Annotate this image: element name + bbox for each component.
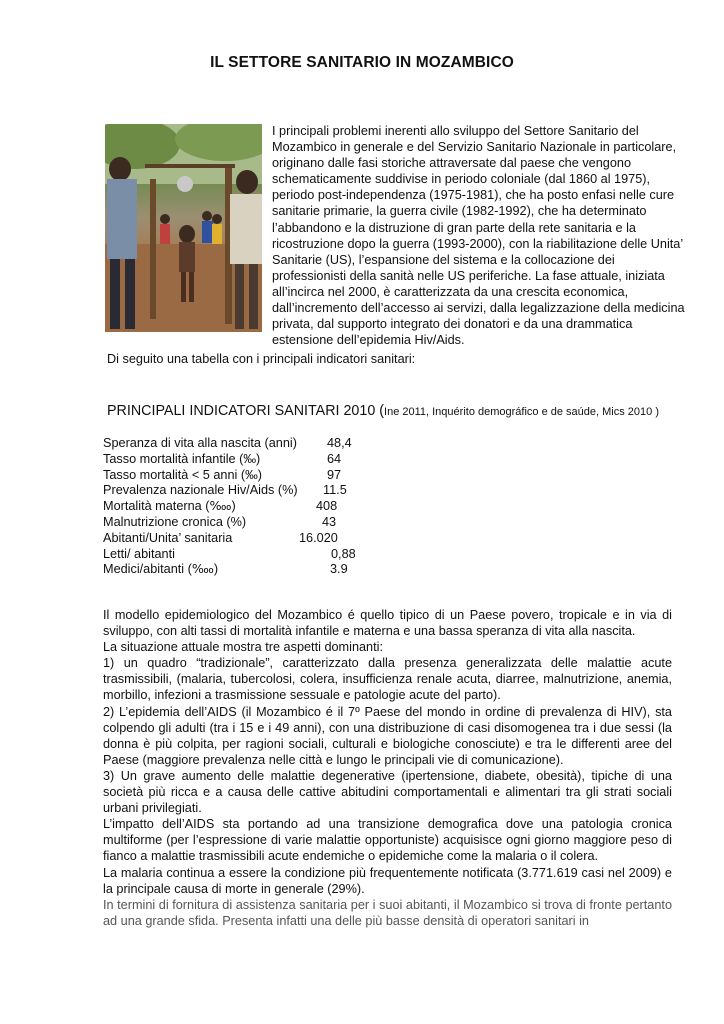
indicator-label: Prevalenza nazionale Hiv/Aids (%) xyxy=(103,483,298,498)
indicator-value: 97 xyxy=(327,467,342,482)
photo-illustration xyxy=(105,124,262,332)
indicator-value: 3.9 xyxy=(330,562,348,577)
body-paragraph: Il modello epidemiologico del Mozambico é quello tipico di un Paese povero, tropicale e in via di sviluppo, con alti tassi di mortalità infantile e materna e una bassa speranza di vita alla nascita. xyxy=(103,608,672,639)
indicator-value: 408 xyxy=(316,499,338,514)
epidemiology-section xyxy=(103,607,672,929)
indicator-row xyxy=(103,499,338,515)
indicator-label: Speranza di vita alla nascita (anni) xyxy=(103,436,297,450)
indicator-value: 11.5 xyxy=(323,483,347,498)
body-paragraph: La situazione attuale mostra tre aspetti dominanti: xyxy=(103,640,383,655)
body-paragraph: L’impatto dell’AIDS sta portando ad una transizione demografica dove una patologia cronica multiforme (per l’espressione di varie malattie opportuniste) acquisisce ogni giorno maggiore peso di fianco a malattie trasmissibili acute endemiche o epidemiche come la malaria o il colera. xyxy=(103,817,672,864)
indicator-value: 43 xyxy=(322,514,337,529)
indicators-heading xyxy=(107,403,659,419)
indicator-row xyxy=(103,546,356,563)
body-paragraph: 2) L’epidemia dell’AIDS (il Mozambico é il 7º Paese del mondo in ordine di prevalenza di HIV), sta colpendo gli adulti (tra i 15 e i 49 anni), con una distribuzione di casi disomogenea tra i due sessi (la donna è più colpita, per ragioni sociali, culturali e biologiche conosciute) e tra le differenti aree del Paese (maggiore prevalenza nelle città e lungo le principali vie di comunicazione). xyxy=(103,704,672,767)
indicator-label: Mortalità materna (‱) xyxy=(103,499,236,514)
indicator-row xyxy=(103,514,337,531)
body-paragraph: In termini di fornitura di assistenza sanitaria per i suoi abitanti, il Mozambico si trova di fronte pertanto ad una grande sfida. Presenta infatti una delle più basse densità di operatori sanitari in xyxy=(103,897,672,928)
indicator-value: 16.020 xyxy=(299,530,338,545)
body-paragraph: 1) un quadro “tradizionale”, caratterizzato dalla presenza generalizzata delle malattie acute trasmissibili, (malaria, tubercolosi, colera, insufficienza renale acuta, diarree, malnutrizione, anemia, morbillo, infezioni a trasmissione sessuale e patologie acute del parto). xyxy=(103,656,672,703)
indicator-label: Abitanti/Unita’ sanitaria xyxy=(103,530,233,545)
indicator-label: Malnutrizione cronica (%) xyxy=(103,514,247,529)
indicator-row xyxy=(103,483,347,499)
indicator-row xyxy=(103,436,352,452)
health-clinic-photo xyxy=(105,124,262,332)
indicators-heading-text: PRINCIPALI INDICATORI SANITARI 2010 ( xyxy=(107,403,385,419)
indicators-lead-text: Di seguito una tabella con i principali indicatori sanitari: xyxy=(107,352,416,366)
page-title: IL SETTORE SANITARIO IN MOZAMBICO xyxy=(210,54,514,71)
indicator-label: Tasso mortalità < 5 anni (‰) xyxy=(103,467,263,482)
indicator-label: Medici/abitanti (‱) xyxy=(103,562,219,577)
body-paragraph: 3) Un grave aumento delle malattie degenerative (ipertensione, diabete, obesità), tipiche di una società più ricca e a causa delle cattive abitudini comportamentali e alimentari tra gli strati sociali urbani privilegiati. xyxy=(103,768,672,816)
indicator-label: Tasso mortalità infantile (‰) xyxy=(103,451,261,466)
body-paragraph: La malaria continua a essere la condizione più frequentemente notificata (3.771.619 casi nel 2009) e la principale causa di morte in generale (29%). xyxy=(103,865,672,896)
indicator-value: 48,4 xyxy=(327,436,352,450)
indicator-row xyxy=(103,467,342,484)
indicator-row xyxy=(103,451,342,468)
indicator-value: 64 xyxy=(327,451,342,466)
indicator-label: Letti/ abitanti xyxy=(103,546,175,561)
indicators-source: Ine 2011, Inquérito demográfico e de saúde, Mics 2010 ) xyxy=(384,406,659,418)
indicators-list xyxy=(103,436,356,578)
indicator-row xyxy=(103,530,338,547)
indicator-value: 0,88 xyxy=(331,546,356,561)
intro-paragraph: I principali problemi inerenti allo sviluppo del Settore Sanitario del Mozambico in generale e del Servizio Sanitario Nazionale in particolare, originano dalle fasi storiche attraversate dal paese che vengono schematicamente suddivise in periodo coloniale (dal 1860 al 1975), periodo post-independenza (1975-1981), che ha posto enfasi nelle cure sanitarie primarie, la guerra civile (1982-1992), che ha determinato l’abbandono e la distruzione di gran parte della rete sanitaria e la ricostruzione dopo la guerra (1993-2000), con la riabilitazione delle Unita’ Sanitarie (US), l’espansione del sistema e la collocazione dei professionisti della sanità nelle US periferiche. La fase attuale, iniziata all’incirca nel 2000, è caratterizzata da una crescita economica, dall’incremento dell’accesso ai servizi, dalla legalizzazione della medicina privata, dal supporto integrato dei donatori e da una drammatica estensione dell’epidemia Hiv/Aids. xyxy=(272,124,685,348)
indicator-row xyxy=(103,562,348,578)
